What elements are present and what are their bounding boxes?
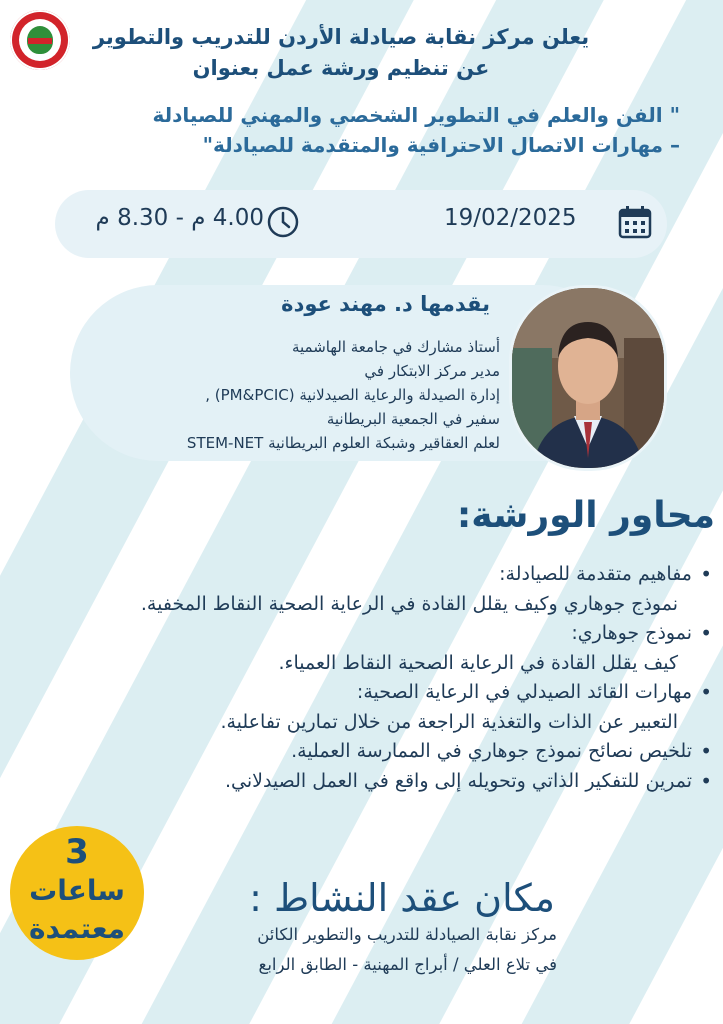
workshop-title-line-1: " الفن والعلم في التطوير الشخصي والمهني للصيادلة: [152, 103, 680, 127]
presenter-bio-line: لعلم العقاقير وشبكة العلوم البريطانية STEM-NET: [186, 434, 500, 452]
presenter-photo: [509, 285, 667, 471]
presenter-name: يقدمها د. مهند عودة: [281, 292, 490, 316]
credit-hours-number: 3: [65, 832, 89, 872]
list-item: • مهارات القائد الصيدلي في الرعاية الصحية:: [12, 678, 714, 708]
presenter-bio-line: أستاذ مشارك في جامعة الهاشمية: [291, 338, 500, 356]
workshop-title: [40, 100, 680, 160]
workshop-axes-title: محاور الورشة:: [456, 495, 715, 536]
list-item-detail: كيف يقلل القادة في الرعاية الصحية النقاط العمياء.: [278, 651, 678, 674]
workshop-title-line-2: – مهارات الاتصال الاحترافية والمتقدمة للصيادلة": [202, 133, 680, 157]
list-item: • تمرين للتفكير الذاتي وتحويله إلى واقع في العمل الصيدلاني.: [12, 767, 714, 797]
list-item: • مفاهيم متقدمة للصيادلة:: [12, 560, 714, 590]
list-item-detail: التعبير عن الذات والتغذية الراجعة من خلال تمارين تفاعلية.: [220, 710, 678, 733]
credit-hours-label: ساعات: [29, 874, 125, 907]
header-line-2: عن تنظيم ورشة عمل بعنوان: [192, 56, 490, 80]
workshop-axes-list: [12, 560, 714, 796]
list-item: • نموذج جوهاري:: [12, 619, 714, 649]
announcement-header: [41, 22, 641, 84]
calendar-icon: [617, 204, 653, 240]
credit-hours-badge: [10, 826, 144, 960]
event-time: 4.00 م - 8.30 م: [95, 205, 264, 231]
list-item-detail: نموذج جوهاري وكيف يقلل القادة في الرعاية الصحية النقاط المخفية.: [140, 592, 678, 615]
venue-address-line: مركز نقابة الصيادلة للتدريب والتطوير الكائن: [257, 925, 557, 944]
header-line-1: يعلن مركز نقابة صيادلة الأردن للتدريب والتطوير: [92, 25, 590, 49]
credit-hours-label-2: معتمدة: [28, 912, 126, 945]
presenter-bio-line: إدارة الصيدلة والرعاية الصيدلانية (PM&PCIC) ,: [205, 386, 500, 404]
clock-icon: [266, 205, 300, 239]
venue-title: مكان عقد النشاط :: [249, 876, 555, 920]
event-date: 19/02/2025: [444, 205, 577, 231]
list-item: • تلخيص نصائح نموذج جوهاري في الممارسة العملية.: [12, 737, 714, 767]
venue-address-line: في تلاع العلي / أبراج المهنية - الطابق الرابع: [258, 955, 557, 974]
presenter-bio-line: مدير مركز الابتكار في: [364, 362, 500, 380]
presenter-bio-line: سفير في الجمعية البريطانية: [326, 410, 500, 428]
